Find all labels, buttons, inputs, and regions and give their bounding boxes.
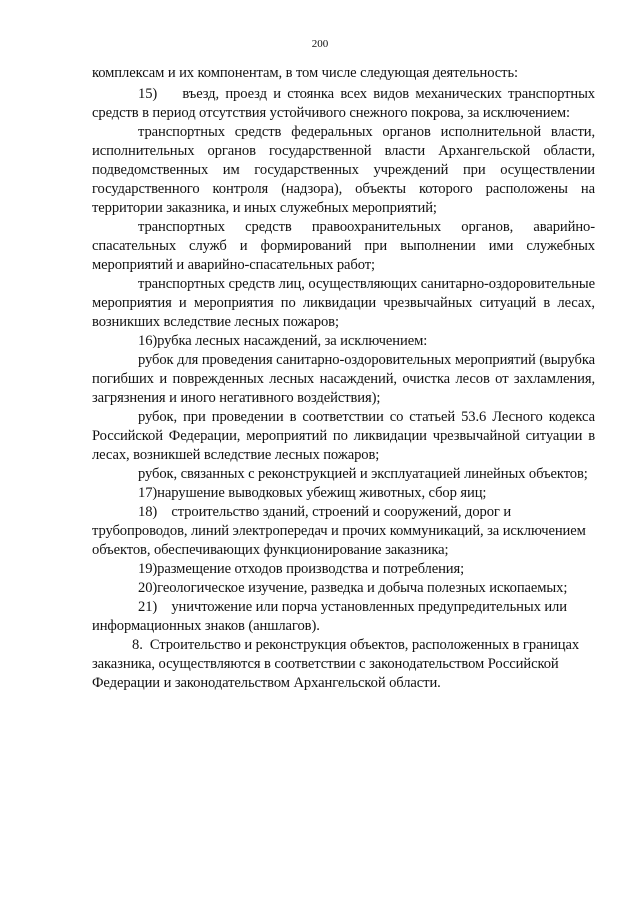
list-item-18: 18) строительство зданий, строений и сооружений, дорог и трубопроводов, линий электропередач и прочих коммуникаций, за исключением объектов, обеспечивающих функционирование заказника; [92, 504, 590, 558]
list-item-21: 21) уничтожение или порча установленных предупредительных или информационных знаков (аншлагов). [92, 599, 571, 634]
exception-linear-objects-felling: рубок, связанных с реконструкцией и эксплуатацией линейных объектов; [138, 466, 588, 482]
exception-federal-vehicles: транспортных средств федеральных органов исполнительной власти, исполнительных органов государственной власти Архангельской области, подведомственных им государственных учреждений при осуществлении государственного контроля (надзора), объекты которого расположены на территории заказника, и иных служебных мероприятий; [92, 124, 595, 216]
page-number: 200 [311, 38, 329, 50]
exception-sanitary-vehicles: транспортных средств лиц, осуществляющих санитарно-оздоровительные мероприятия и мероприятия по ликвидации чрезвычайных ситуаций в лесах, возникших вследствие лесных пожаров; [92, 276, 595, 330]
exception-emergency-felling: рубок, при проведении в соответствии со статьей 53.6 Лесного кодекса Российской Федерации, мероприятий по ликвидации чрезвычайной ситуации в лесах, возникшей вследствие лесных пожаров; [92, 409, 595, 463]
section-8-construction: 8. Строительство и реконструкция объектов, расположенных в границах заказника, осуществляются в соответствии с законодательством Российской Федерации и законодательством Архангельской области. [92, 637, 583, 691]
list-item-15: 15) въезд, проезд и стоянка всех видов механических транспортных средств в период отсутствия устойчивого снежного покрова, за исключением: [92, 86, 599, 121]
document-body [92, 64, 599, 693]
exception-sanitary-felling: рубок для проведения санитарно-оздоровительных мероприятий (вырубка погибших и поврежденных лесных насаждений, очистка лесов от захламления, загрязнения и иного негативного воздействия); [92, 352, 595, 406]
list-item-17: 17)нарушение выводковых убежищ животных, сбор яиц; [138, 485, 487, 501]
paragraph-intro: комплексам и их компонентам, в том числе следующая деятельность: [92, 65, 518, 81]
list-item-16: 16)рубка лесных насаждений, за исключением: [138, 333, 428, 349]
exception-law-enforcement-vehicles: транспортных средств правоохранительных органов, аварийно-спасательных служб и формирований при выполнении ими служебных мероприятий и аварийно-спасательных работ; [92, 219, 595, 273]
list-item-20: 20)геологическое изучение, разведка и добыча полезных ископаемых; [138, 580, 568, 596]
list-item-19: 19)размещение отходов производства и потребления; [138, 561, 465, 577]
